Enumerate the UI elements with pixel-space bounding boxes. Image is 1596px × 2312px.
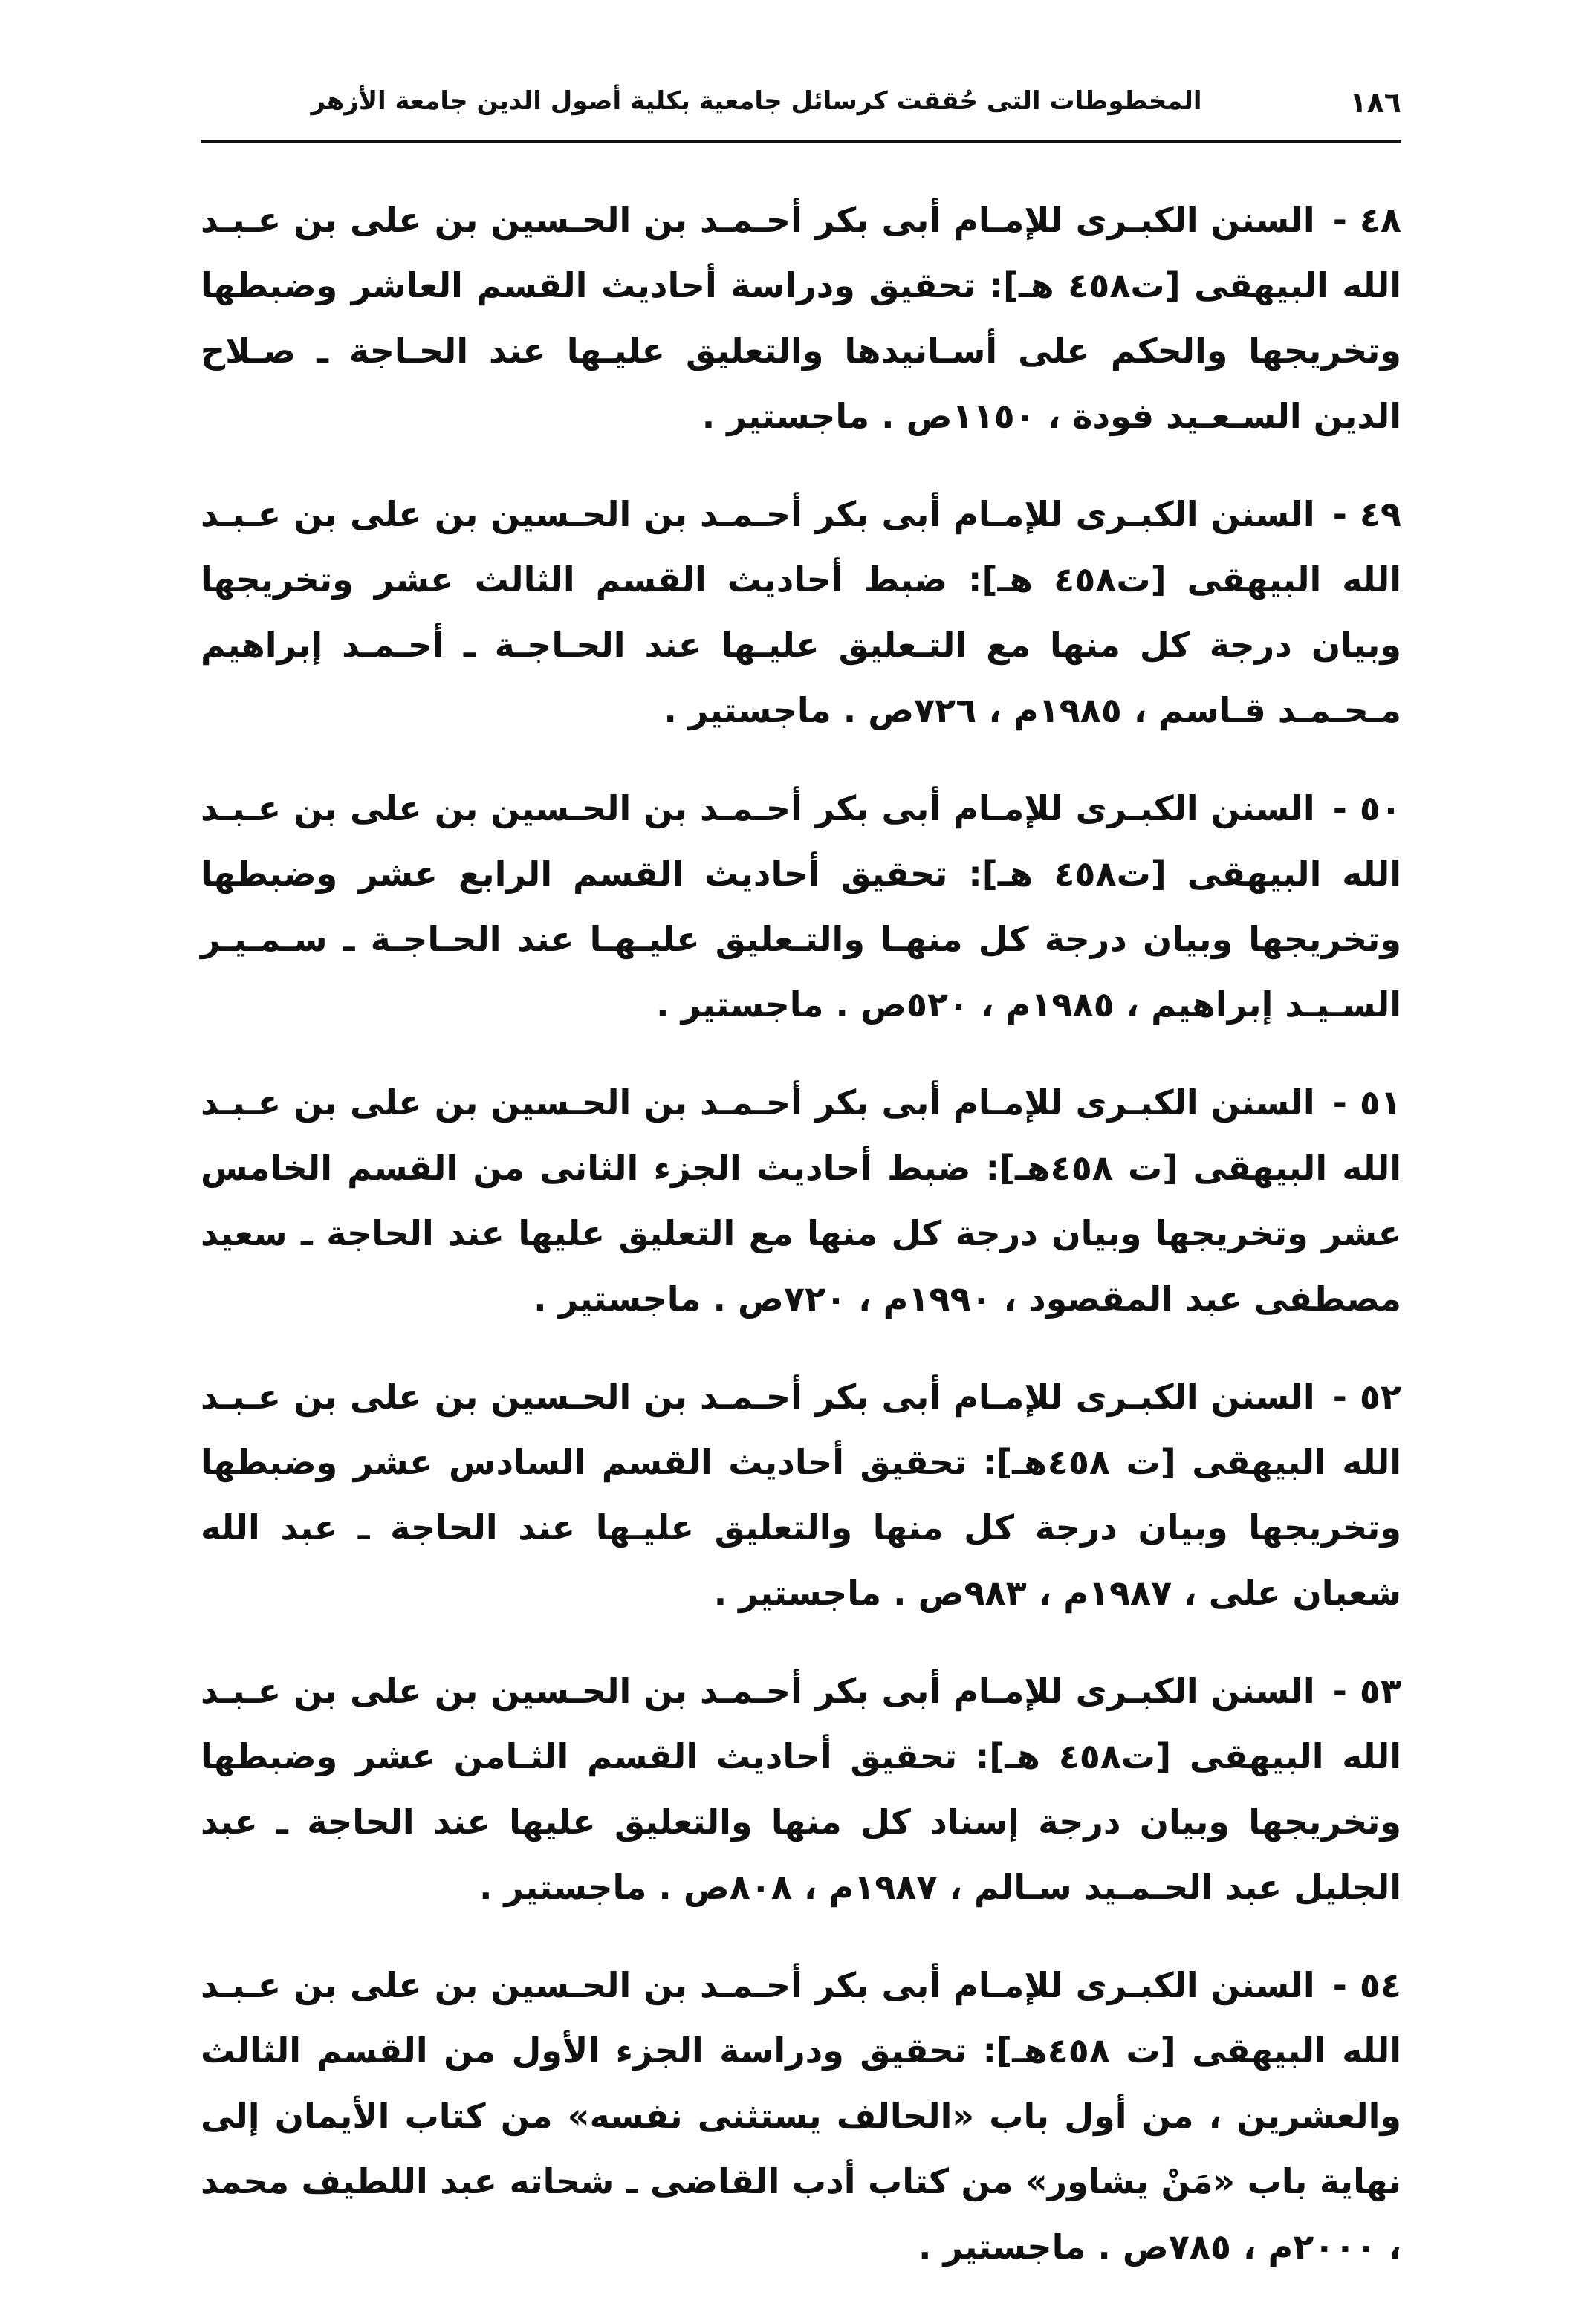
bibliography-entry — [201, 1070, 1401, 1331]
entry-text: السنن الكبـرى للإمـام أبى بكر أحـمـد بن الحـسين بن على بن عـبـد الله البيهقى [ت٤٥٨ هـ]: تحقيق ودراسة أحاديث القسم العاشر وضبطها وتخريجها والحكم على أسـانيدها والتعليق عليـها عند الحـاجة ـ صـلاح الدين السـعـيد فودة ، ١١٥٠ص . ماجستير . — [201, 200, 1401, 436]
bibliography-entry — [201, 1952, 1401, 2279]
bibliography-entry — [201, 1658, 1401, 1920]
entry-number: ٤٩ - — [1332, 494, 1401, 534]
entry-text: السنن الكبـرى للإمـام أبى بكر أحـمـد بن الحـسين بن على بن عـبـد الله البيهقى [ت ٤٥٨هـ]: تحقيق ودراسة الجزء الأول من القسم الثالث والعشرين ، من أول باب «الحالف يستثنى نفسه» من كتاب الأيمان إلى نهاية باب «مَنْ يشاور» من كتاب أدب القاضى ـ شحاته عبد اللطيف محمد ، ٢٠٠٠م ، ٧٨٥ص . ماجستير . — [201, 1965, 1401, 2267]
page-header — [201, 80, 1401, 132]
entry-text: السنن الكبـرى للإمـام أبى بكر أحـمـد بن الحـسين بن على بن عـبـد الله البيهقى [ت ٤٥٨هـ]: ضبط أحاديث الجزء الثانى من القسم الخامس عشر وتخريجها وبيان درجة كل منها مع التعليق عليها عند الحاجة ـ سعيد مصطفى عبد المقصود ، ١٩٩٠م ، ٧٢٠ص . ماجستير . — [201, 1082, 1401, 1319]
entry-text: السنن الكبـرى للإمـام أبى بكر أحـمـد بن الحـسين بن على بن عـبـد الله البيهقى [ت ٤٥٨هـ]: تحقيق أحاديث القسم السادس عشر وضبطها وتخريجها وبيان درجة كل منها والتعليق عليـها عند الحاجة ـ عبد الله شعبان على ، ١٩٨٧م ، ٩٨٣ص . ماجستير . — [201, 1377, 1401, 1613]
entry-number: ٥٣ - — [1332, 1671, 1401, 1711]
bibliography-entry — [201, 1364, 1401, 1626]
header-divider — [201, 140, 1401, 143]
entry-number: ٥٠ - — [1332, 788, 1401, 828]
bibliography-entry — [201, 776, 1401, 1037]
entry-number: ٥١ - — [1332, 1082, 1401, 1123]
entry-number: ٤٨ - — [1332, 200, 1401, 240]
entry-text: السنن الكبـرى للإمـام أبى بكر أحـمـد بن الحـسين بن على بن عـبـد الله البيهقى [ت٤٥٨ هـ]: تحقيق أحاديث القسم الثـامن عشر وضبطها وتخريجها وبيان درجة إسناد كل منها والتعليق عليها عند الحاجة ـ عبد الجليل عبد الحـمـيد سـالم ، ١٩٨٧م ، ٨٠٨ص . ماجستير . — [201, 1671, 1401, 1907]
page-number: ١٨٦ — [1349, 86, 1401, 119]
entry-text: السنن الكبـرى للإمـام أبى بكر أحـمـد بن الحـسين بن على بن عـبـد الله البيهقى [ت٤٥٨ هـ]: تحقيق أحاديث القسم الرابع عشر وضبطها وتخريجها وبيان درجة كل منهـا والتـعليق عليـهـا عند الحـاجـة ـ سـمـيـر السـيـد إبراهيم ، ١٩٨٥م ، ٥٢٠ص . ماجستير . — [201, 788, 1401, 1025]
running-title: المخطوطات التى حُققت كرسائل جامعية بكلية أصول الدين جامعة الأزهر — [311, 86, 1202, 116]
bibliography-entry — [201, 187, 1401, 449]
bibliography-entry — [201, 481, 1401, 743]
bibliography-list — [201, 187, 1401, 2312]
entry-number: ٥٢ - — [1332, 1377, 1401, 1417]
entry-number: ٥٤ - — [1332, 1965, 1401, 2005]
entry-text: السنن الكبـرى للإمـام أبى بكر أحـمـد بن الحـسين بن على بن عـبـد الله البيهقى [ت٤٥٨ هـ]: ضبط أحاديث القسم الثالث عشر وتخريجها وبيان درجة كل منها مع التـعليق عليـها عند الحـاجـة ـ أحـمـد إبراهيم مـحـمـد قـاسم ، ١٩٨٥م ، ٧٢٦ص . ماجستير . — [201, 494, 1401, 730]
